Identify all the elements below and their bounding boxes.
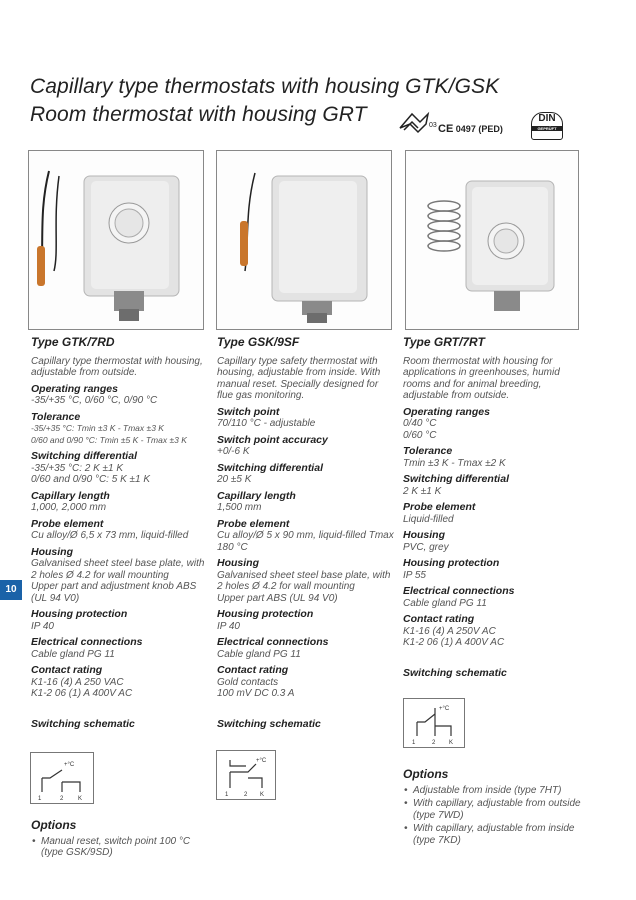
spec-value: 0/40 °C 0/60 °C (403, 418, 437, 441)
spec-value: Galvanised sheet steel base plate, with 2 holes Ø 4.2 for wall mounting Upper part ABS (UL 94 V0) (217, 569, 391, 604)
schematic-k-label: K (78, 796, 83, 802)
column-grt (403, 337, 583, 679)
spec-label: Electrical connections (31, 636, 143, 648)
spec-value: 20 ±5 K (217, 474, 252, 485)
schematic-c1-label: 1 (412, 740, 416, 746)
spec-label: Housing protection (31, 608, 128, 620)
spec-value: -35/+35 °C: Tmin ±3 K - Tmax ±3 K 0/60 and 0/90 °C: Tmin ±5 K - Tmax ±3 K (31, 423, 187, 445)
options-grt (403, 769, 588, 848)
column-gsk (217, 337, 395, 730)
switching-schematic-gtk (30, 752, 94, 804)
options-gtk (31, 820, 211, 861)
option-item: • Adjustable from inside (type 7HT) (413, 785, 588, 797)
spec-value: Tmin ±3 K - Tmax ±2 K (403, 457, 506, 469)
product-photo-grt (405, 150, 579, 330)
spec-value: IP 40 (217, 620, 240, 632)
switching-schematic-gsk (216, 750, 276, 800)
schematic-title: Switching schematic (217, 717, 321, 730)
ce-number: 0497 (PED) (455, 124, 503, 134)
spec-value: -35/+35 °C, 0/60 °C, 0/90 °C (31, 395, 158, 406)
spec-value: Cu alloy/Ø 5 x 90 mm, liquid-filled Tmax 180 °C (217, 530, 394, 553)
spec-value: IP 40 (31, 620, 54, 632)
product-photo-gtk (28, 150, 204, 330)
spec-label: Housing (31, 545, 73, 558)
intro-text: Capillary type safety thermostat with housing, adjustable from inside. With manual reset. Specially designed for flue gas monitoring. (217, 355, 381, 401)
option-item: • Manual reset, switch point 100 °C (type GSK/9SD) (41, 836, 211, 859)
type-title: Type GSK/9SF (217, 335, 300, 349)
thermostat-grt-icon (406, 151, 578, 329)
din-label: DIN (538, 113, 556, 124)
type-title: Type GRT/7RT (403, 335, 485, 349)
spec-value: 2 K ±1 K (403, 485, 442, 497)
spec-label: Probe element (31, 517, 104, 530)
spec-label: Switch point accuracy (217, 433, 328, 446)
schematic-title: Switching schematic (403, 666, 507, 679)
certification-marks (398, 110, 573, 142)
title-line-1: Capillary type thermostats with housing GTK/GSK (30, 75, 500, 98)
spec-label: Probe element (217, 517, 290, 530)
options-title: Options (31, 818, 77, 832)
spec-label: Contact rating (403, 613, 475, 625)
thermostat-gsk-icon (217, 151, 391, 329)
spec-value: PVC, grey (403, 541, 449, 553)
spec-value: -35/+35 °C: 2 K ±1 K 0/60 and 0/90 °C: 5 K ±1 K (31, 462, 151, 485)
spec-value: IP 55 (403, 569, 426, 581)
spec-label: Switching differential (217, 461, 323, 474)
schematic-c1-label: 1 (38, 796, 42, 802)
spec-label: Capillary length (31, 489, 110, 502)
spec-label: Electrical connections (217, 636, 329, 648)
cert-suffix: 03 (429, 122, 437, 129)
spec-label: Contact rating (217, 664, 289, 676)
switching-schematic-grt (403, 698, 465, 748)
schematic-k-label: K (260, 792, 265, 798)
spec-label: Electrical connections (403, 585, 515, 597)
spec-value: 1,500 mm (217, 502, 262, 513)
din-sub: GEPRÜFT (532, 126, 562, 131)
spec-label: Tolerance (403, 445, 453, 457)
spec-label: Switching differential (31, 450, 137, 462)
spec-label: Capillary length (217, 489, 296, 502)
spec-label: Tolerance (31, 410, 81, 423)
schematic-c2-label: 2 (60, 796, 64, 802)
spec-value: +0/-6 K (217, 446, 250, 457)
options-list (403, 785, 588, 847)
spec-label: Contact rating (31, 664, 103, 676)
spec-value: Cable gland PG 11 (403, 597, 487, 609)
spec-value: Liquid-filled (403, 513, 454, 525)
spec-value: K1-16 (4) A 250 VAC K1-2 06 (1) A 400V AC (31, 676, 133, 699)
options-title: Options (403, 767, 449, 781)
spec-label: Housing protection (403, 557, 500, 569)
schematic-temp-label: +°C (439, 706, 450, 712)
spec-value: K1-16 (4) A 250V AC K1-2 06 (1) A 400V AC (403, 625, 505, 648)
type-title: Type GTK/7RD (31, 335, 115, 349)
intro-text: Capillary type thermostat with housing, adjustable from outside. (31, 355, 203, 378)
schematic-c2-label: 2 (432, 740, 436, 746)
schematic-title: Switching schematic (31, 717, 135, 730)
options-list (31, 836, 211, 859)
thermostat-gtk-icon (29, 151, 203, 329)
spec-label: Probe element (403, 501, 476, 513)
schematic-temp-label: +°C (64, 762, 75, 768)
option-item: • With capillary, adjustable from inside (type 7KD) (413, 823, 588, 846)
spec-label: Housing protection (217, 608, 314, 620)
spec-label: Operating ranges (31, 382, 118, 395)
ce-mark (438, 123, 503, 135)
spec-label: Switching differential (403, 473, 509, 485)
schematic-c1-label: 1 (225, 792, 229, 798)
spec-value: 1,000, 2,000 mm (31, 502, 107, 513)
din-mark (531, 112, 563, 140)
spec-value: Cable gland PG 11 (31, 648, 115, 660)
spec-value: Cable gland PG 11 (217, 648, 301, 660)
option-item: • With capillary, adjustable from outside (type 7WD) (413, 798, 588, 821)
spec-value: Galvanised sheet steel base plate, with 2 holes Ø 4.2 for wall mounting Upper part and adjustment knob ABS (UL 94 V0) (31, 558, 205, 604)
spec-label: Housing (217, 557, 259, 569)
ce-logo: CE (438, 123, 454, 135)
spec-label: Operating ranges (403, 405, 490, 418)
schematic-k-label: K (449, 740, 454, 746)
spec-label: Housing (403, 529, 445, 541)
section-tab: 10 (0, 580, 22, 600)
schematic-temp-label: +°C (256, 758, 267, 764)
spec-value: 70/110 °C - adjustable (217, 418, 316, 429)
spec-value: Gold contacts 100 mV DC 0.3 A (217, 676, 295, 699)
title-line-2: Room thermostat with housing GRT (30, 103, 367, 126)
spec-value: Cu alloy/Ø 6,5 x 73 mm, liquid-filled (31, 530, 189, 541)
intro-text: Room thermostat with housing for applications in greenhouses, humid rooms and for animal breeding, adjustable from outside. (403, 355, 560, 401)
spec-label: Switch point (217, 405, 280, 418)
product-photo-gsk (216, 150, 392, 330)
schematic-c2-label: 2 (244, 792, 248, 798)
column-gtk (31, 337, 209, 730)
